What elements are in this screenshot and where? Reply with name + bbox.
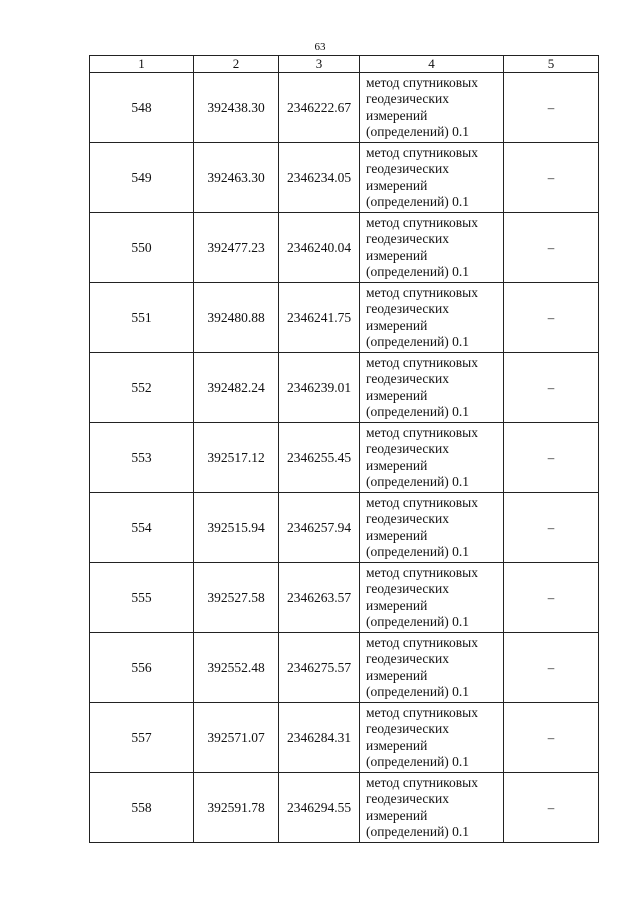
table-row [90, 213, 599, 283]
point-number-cell: 550 [90, 213, 194, 283]
method-cell: метод спутниковых геодезических измерений (определений) 0.1 [360, 773, 504, 843]
point-number-cell: 558 [90, 773, 194, 843]
x-coordinate-cell: 392482.24 [194, 353, 279, 423]
table-row [90, 423, 599, 493]
y-coordinate-cell: 2346241.75 [279, 283, 360, 353]
table-header [90, 56, 599, 73]
x-coordinate-cell: 392571.07 [194, 703, 279, 773]
table-row [90, 633, 599, 703]
note-cell: – [504, 633, 599, 703]
method-cell: метод спутниковых геодезических измерений (определений) 0.1 [360, 423, 504, 493]
y-coordinate-cell: 2346239.01 [279, 353, 360, 423]
note-cell: – [504, 143, 599, 213]
table-row [90, 563, 599, 633]
note-cell: – [504, 493, 599, 563]
y-coordinate-cell: 2346234.05 [279, 143, 360, 213]
point-number-cell: 549 [90, 143, 194, 213]
y-coordinate-cell: 2346240.04 [279, 213, 360, 283]
table-row [90, 143, 599, 213]
note-cell: – [504, 703, 599, 773]
column-header-5: 5 [504, 56, 599, 73]
point-number-cell: 552 [90, 353, 194, 423]
y-coordinate-cell: 2346275.57 [279, 633, 360, 703]
table-row [90, 353, 599, 423]
point-number-cell: 556 [90, 633, 194, 703]
method-cell: метод спутниковых геодезических измерений (определений) 0.1 [360, 353, 504, 423]
coordinates-table [89, 55, 599, 843]
table-row [90, 493, 599, 563]
y-coordinate-cell: 2346255.45 [279, 423, 360, 493]
method-cell: метод спутниковых геодезических измерений (определений) 0.1 [360, 493, 504, 563]
x-coordinate-cell: 392438.30 [194, 73, 279, 143]
y-coordinate-cell: 2346257.94 [279, 493, 360, 563]
table-row [90, 703, 599, 773]
point-number-cell: 548 [90, 73, 194, 143]
column-header-3: 3 [279, 56, 360, 73]
y-coordinate-cell: 2346284.31 [279, 703, 360, 773]
point-number-cell: 554 [90, 493, 194, 563]
y-coordinate-cell: 2346263.57 [279, 563, 360, 633]
method-cell: метод спутниковых геодезических измерений (определений) 0.1 [360, 213, 504, 283]
table-body [90, 73, 599, 843]
method-cell: метод спутниковых геодезических измерений (определений) 0.1 [360, 563, 504, 633]
x-coordinate-cell: 392552.48 [194, 633, 279, 703]
note-cell: – [504, 773, 599, 843]
x-coordinate-cell: 392591.78 [194, 773, 279, 843]
note-cell: – [504, 213, 599, 283]
table-row [90, 283, 599, 353]
method-cell: метод спутниковых геодезических измерений (определений) 0.1 [360, 73, 504, 143]
point-number-cell: 551 [90, 283, 194, 353]
x-coordinate-cell: 392463.30 [194, 143, 279, 213]
x-coordinate-cell: 392517.12 [194, 423, 279, 493]
note-cell: – [504, 353, 599, 423]
note-cell: – [504, 73, 599, 143]
column-header-2: 2 [194, 56, 279, 73]
x-coordinate-cell: 392527.58 [194, 563, 279, 633]
y-coordinate-cell: 2346294.55 [279, 773, 360, 843]
column-header-1: 1 [90, 56, 194, 73]
y-coordinate-cell: 2346222.67 [279, 73, 360, 143]
method-cell: метод спутниковых геодезических измерений (определений) 0.1 [360, 143, 504, 213]
method-cell: метод спутниковых геодезических измерений (определений) 0.1 [360, 633, 504, 703]
page-number: 63 [314, 41, 326, 53]
note-cell: – [504, 283, 599, 353]
method-cell: метод спутниковых геодезических измерений (определений) 0.1 [360, 283, 504, 353]
table-row [90, 773, 599, 843]
x-coordinate-cell: 392480.88 [194, 283, 279, 353]
x-coordinate-cell: 392515.94 [194, 493, 279, 563]
point-number-cell: 553 [90, 423, 194, 493]
point-number-cell: 557 [90, 703, 194, 773]
table-row [90, 73, 599, 143]
note-cell: – [504, 563, 599, 633]
note-cell: – [504, 423, 599, 493]
header-row [90, 56, 599, 73]
point-number-cell: 555 [90, 563, 194, 633]
column-header-4: 4 [360, 56, 504, 73]
x-coordinate-cell: 392477.23 [194, 213, 279, 283]
method-cell: метод спутниковых геодезических измерений (определений) 0.1 [360, 703, 504, 773]
